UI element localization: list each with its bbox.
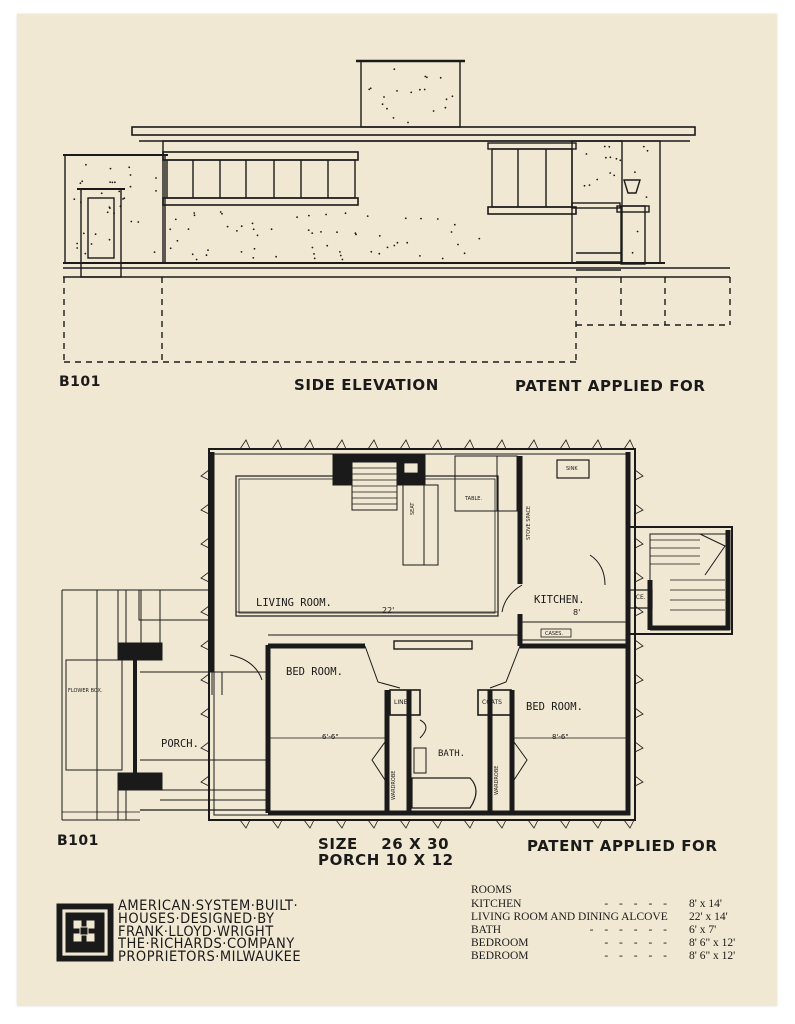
rooms-heading: ROOMS [471, 884, 512, 896]
room-dimension: 22' x 14' [689, 911, 728, 923]
credit-line: THE·RICHARDS·COMPANY [118, 936, 295, 953]
ice-label: ICE. [634, 594, 646, 601]
room-leader: - - - - - [604, 898, 671, 910]
credit-line: HOUSES·DESIGNED·BY [118, 910, 275, 927]
logo-mark [57, 904, 113, 961]
room-dimension: 8' 6" x 12' [689, 950, 736, 962]
plan-code: B101 [57, 833, 99, 849]
credit-line: AMERICAN·SYSTEM·BUILT· [118, 898, 299, 914]
room-name: BATH [471, 924, 502, 936]
room-name: BEDROOM [471, 950, 529, 962]
bed-room-left-label: BED ROOM. [286, 666, 343, 678]
coats-label: COATS [482, 699, 502, 706]
room-leader: - - - - - [604, 937, 671, 949]
dim-22-label: 22' [382, 606, 395, 615]
elevation-code: B101 [59, 374, 101, 390]
dim-right-bed-label: 8'-6" [552, 733, 569, 741]
room-dimension: 8' 6" x 12' [689, 937, 736, 949]
elevation-patent: PATENT APPLIED FOR [515, 377, 706, 395]
wardrobe-right-label: WARDROBE [494, 765, 500, 795]
room-row [471, 911, 756, 924]
flower-box-label: FLOWER BOX. [68, 688, 103, 694]
bath-label: BATH. [438, 749, 466, 759]
designer-credit-block [118, 900, 301, 964]
room-dimension: 8' x 14' [689, 898, 722, 910]
linen-label: LINEN [394, 699, 412, 706]
room-name: KITCHEN [471, 898, 522, 910]
bed-room-right-label: BED ROOM. [526, 701, 583, 713]
size-line: SIZE 26 X 30 [318, 835, 450, 853]
sink-label: SINK [566, 466, 578, 472]
seat-label: SEAT [410, 502, 416, 515]
room-row [471, 950, 756, 963]
elevation-title: SIDE ELEVATION [294, 376, 439, 394]
wardrobe-left-label: WARDROBE [391, 770, 397, 800]
room-dimension: 6' x 7' [689, 924, 717, 936]
room-name: BEDROOM [471, 937, 529, 949]
porch-label: PORCH. [161, 738, 199, 750]
room-leader: - - - - - [604, 950, 671, 962]
room-leader: - - - - - - [589, 924, 671, 936]
room-row [471, 898, 756, 911]
dim-8-label: 8' [573, 608, 581, 617]
room-name: LIVING ROOM AND DINING ALCOVE [471, 911, 668, 923]
cases-label: CASES. [545, 631, 564, 637]
living-room-label: LIVING ROOM. [256, 597, 332, 609]
room-row [471, 937, 756, 950]
credit-line: FRANK·LLOYD·WRIGHT [118, 923, 274, 940]
dim-left-bed-label: 6'-6" [322, 733, 339, 741]
table-label: TABLE. [465, 496, 483, 502]
rooms-schedule [471, 884, 756, 963]
stove-space-label: STOVE SPACE [526, 505, 532, 540]
room-row [471, 924, 756, 937]
kitchen-label: KITCHEN. [534, 594, 585, 606]
credit-line: PROPRIETORS·MILWAUKEE [118, 949, 302, 966]
plan-patent: PATENT APPLIED FOR [527, 837, 718, 855]
porch-size-line: PORCH 10 X 12 [318, 851, 454, 869]
